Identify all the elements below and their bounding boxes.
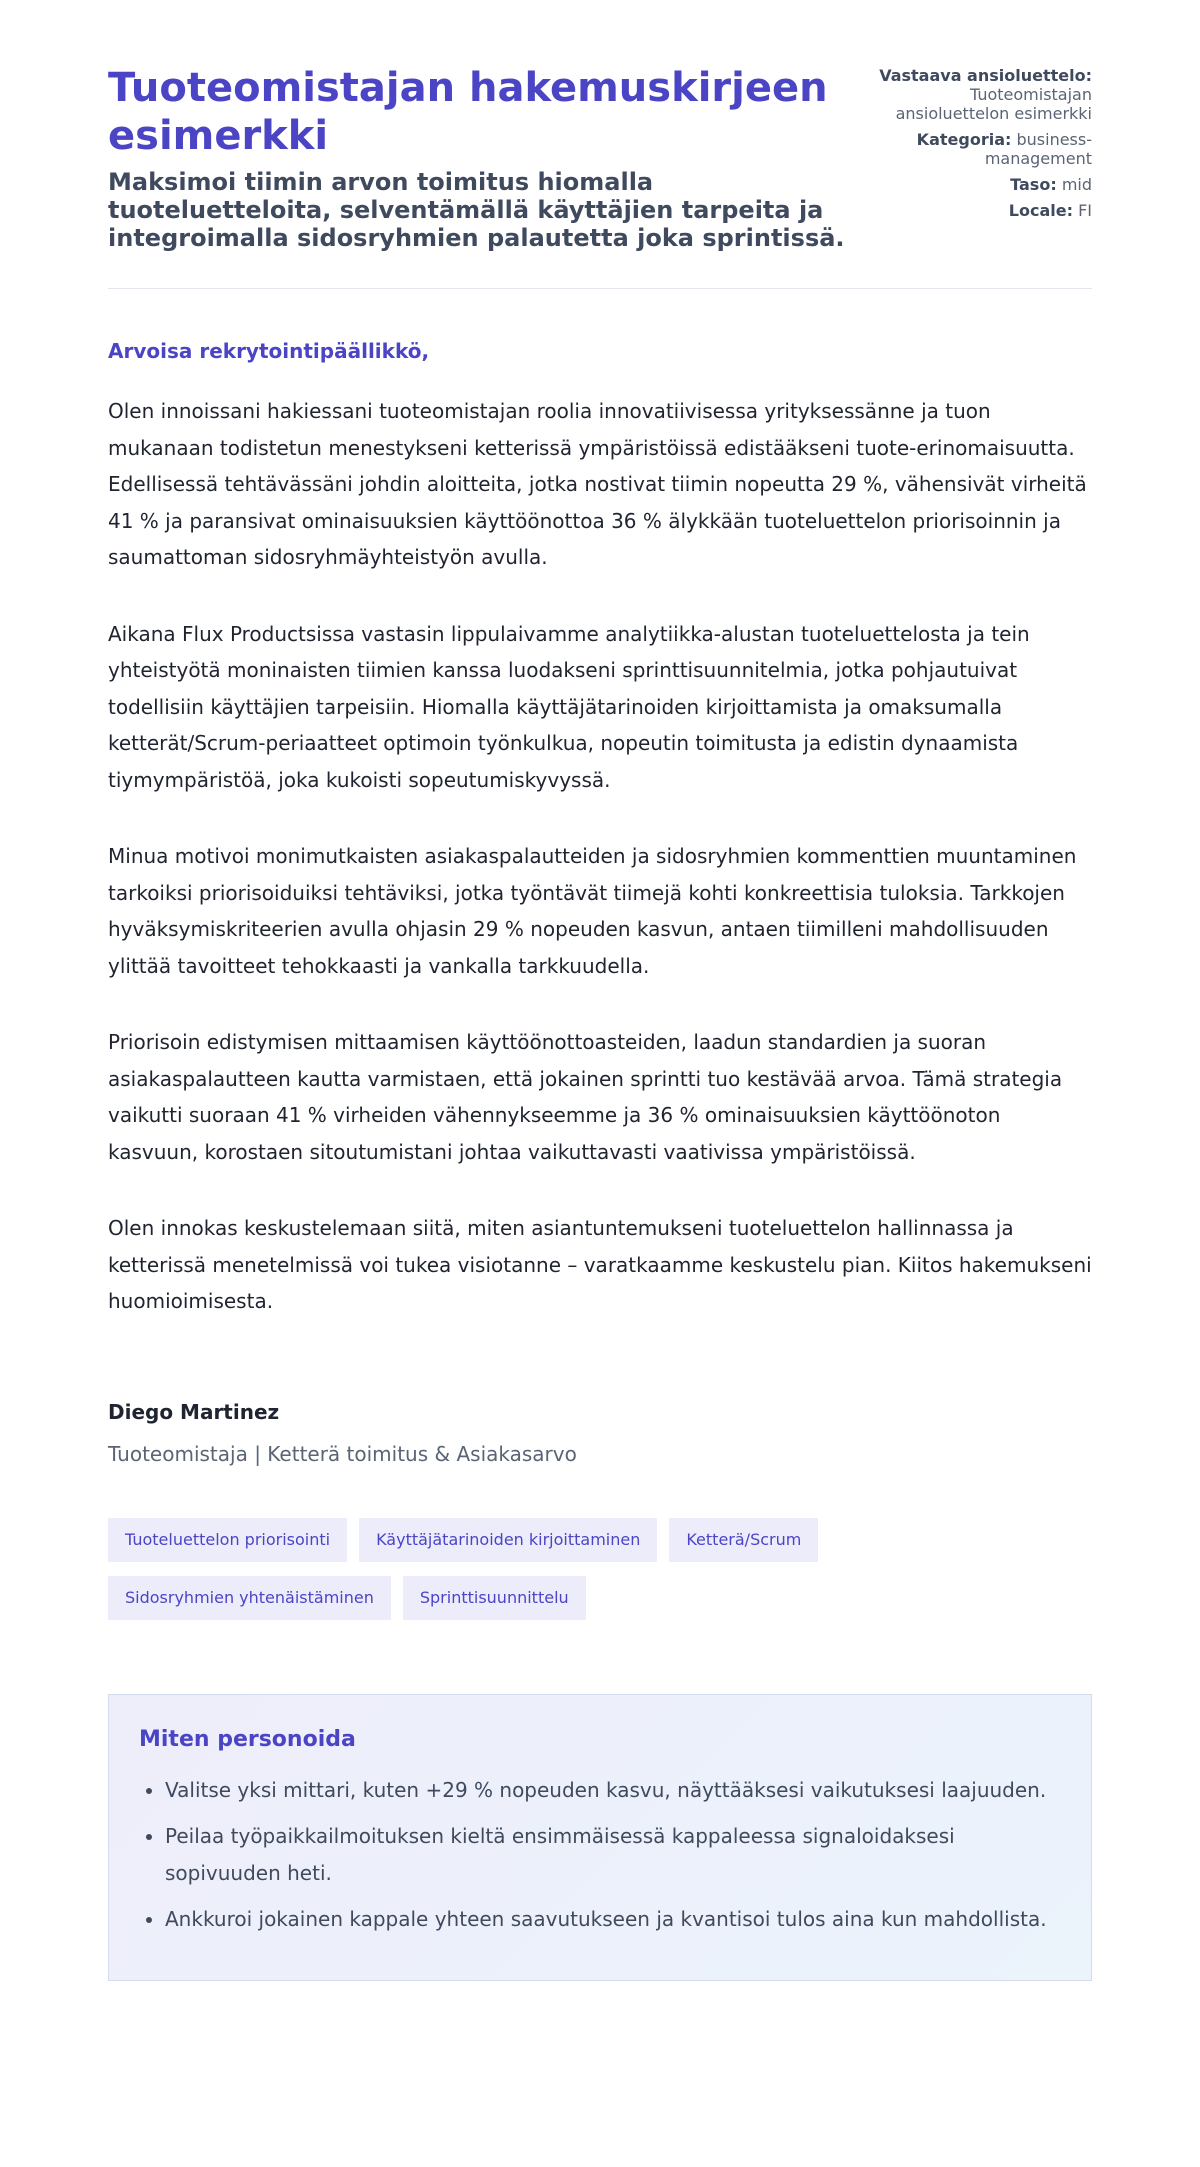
letter-paragraph: Olen innoissani hakiessani tuoteomistajan roolia innovatiivisessa yrityksessänne ja tuon mukanaan todistetun menestykseni ketterissä ympäristöissä edistääkseni tuote-erinomaisuutta. Edellisessä tehtävässäni johdin aloitteita, jotka nostivat tiimin nopeutta 29 %, vähensivät virheitä 41 % ja paransivat ominaisuuksien käyttöönottoa 36 % älykkään tuoteluettelon priorisoinnin ja saumattoman sidosryhmäyhteistyön avulla. — [108, 399, 1087, 569]
meta-resume — [862, 66, 1092, 123]
signature-name: Diego Martinez — [108, 1399, 280, 1424]
tips-title: Miten personoida — [139, 1726, 356, 1752]
skill-tag: Ketterä/Scrum — [669, 1518, 818, 1562]
header-titles — [108, 64, 848, 252]
letter-paragraph: Priorisoin edistymisen mittaamisen käyttöönottoasteiden, laadun standardien ja suoran asiakaspalautteen kautta varmistaen, että jokainen sprintti tuo kestävää arvoa. Tämä strategia vaikutti suoraan 41 % virheiden vähennykseemme ja 36 % ominaisuuksien käyttöönoton kasvuun, korostaen sitoutumistani johtaa vaikuttavasti vaativissa ympäristöissä. — [108, 1030, 1063, 1164]
meta-locale-label: Locale: — [1008, 201, 1073, 220]
skill-tags — [108, 1518, 1008, 1620]
letter-greeting: Arvoisa rekrytointipäällikkö, — [108, 339, 430, 363]
skill-tag: Sprinttisuunnittelu — [403, 1576, 586, 1620]
meta-category-label: Kategoria: — [916, 130, 1012, 149]
page-subtitle: Maksimoi tiimin arvon toimitus hiomalla tuoteluetteloita, selventämällä käyttäjien tarpeita ja integroimalla sidosryhmien palautetta joka sprintissä. — [108, 168, 845, 252]
page-title: Tuoteomistajan hakemuskirjeen esimerkki — [108, 65, 828, 159]
skill-tag: Sidosryhmien yhtenäistäminen — [108, 1576, 391, 1620]
meta-level-value: mid — [1061, 175, 1092, 194]
meta-level — [862, 175, 1092, 194]
personalization-tips-box — [108, 1694, 1092, 1981]
tips-list — [139, 1772, 1061, 1938]
skill-tag: Käyttäjätarinoiden kirjoittaminen — [359, 1518, 657, 1562]
meta-locale-value: FI — [1078, 201, 1092, 220]
letter-paragraph: Minua motivoi monimutkaisten asiakaspalautteiden ja sidosryhmien kommenttien muuntaminen tarkoiksi priorisoiduiksi tehtäviksi, jotka työntävät tiimejä kohti konkreettisia tuloksia. Tarkkojen hyväksymiskriteerien avulla ohjasin 29 % nopeuden kasvun, antaen tiimilleni mahdollisuuden ylittää tavoitteet tehokkaasti ja vankalla tarkkuudella. — [108, 844, 1077, 978]
meta-category — [862, 130, 1092, 168]
meta-category-value: business-management — [984, 130, 1092, 168]
meta-locale — [862, 201, 1092, 220]
tips-item: • Peilaa työpaikkailmoituksen kieltä ensimmäisessä kappaleessa signaloidaksesi sopivuuden heti. — [165, 1818, 1061, 1891]
letter-paragraph: Olen innokas keskustelemaan siitä, miten asiantuntemukseni tuoteluettelon hallinnassa ja ketterissä menetelmissä voi tukea visiotanne – varatkaamme keskustelu pian. Kiitos hakemukseni huomioimisesta. — [108, 1216, 1092, 1313]
signature-role: Tuoteomistaja | Ketterä toimitus & Asiakasarvo — [108, 1441, 577, 1466]
meta-resume-link[interactable]: Tuoteomistajan ansioluettelon esimerkki — [895, 85, 1092, 123]
tips-item: • Ankkuroi jokainen kappale yhteen saavutukseen ja kvantisoi tulos aina kun mahdollista. — [165, 1901, 1061, 1938]
tips-item: • Valitse yksi mittari, kuten +29 % nopeuden kasvu, näyttääksesi vaikutuksesi laajuuden. — [165, 1772, 1061, 1809]
letter-paragraph: Aikana Flux Productsissa vastasin lippulaivamme analytiikka-alustan tuoteluettelosta ja tein yhteistyötä moninaisten tiimien kanssa luodakseni sprinttisuunnitelmia, jotka pohjautuivat todellisiin käyttäjien tarpeisiin. Hiomalla käyttäjätarinoiden kirjoittamista ja omaksumalla ketterät/Scrum-periaatteet optimoin työnkulkua, nopeutin toimitusta ja edistin dynaamista tiymympäristöä, joka kukoisti sopeutumiskyvyssä. — [108, 621, 1030, 792]
meta-panel — [862, 66, 1092, 227]
meta-resume-label: Vastaava ansioluettelo: — [879, 66, 1092, 85]
page-header — [108, 64, 1092, 252]
skill-tag: Tuoteluettelon priorisointi — [108, 1518, 347, 1562]
meta-level-label: Taso: — [1010, 175, 1057, 194]
header-divider — [108, 288, 1092, 289]
